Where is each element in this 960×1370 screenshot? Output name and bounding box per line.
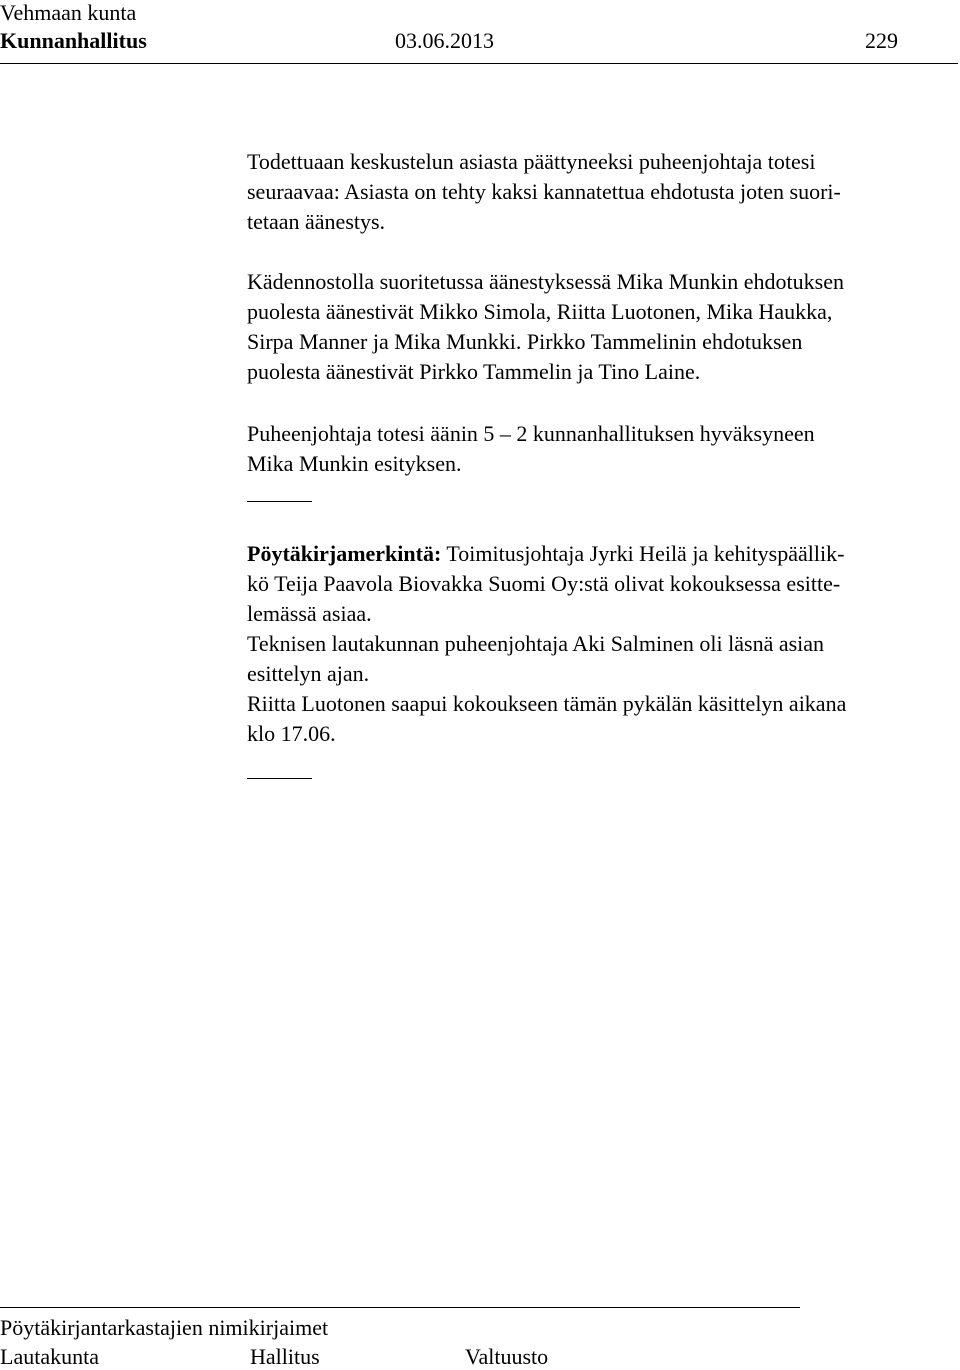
text-line: Todettuaan keskustelun asiasta päättyneeksi puheenjohtaja totesi — [247, 149, 816, 174]
text-line: klo 17.06. — [247, 721, 336, 746]
text-line: tetaan äänestys. — [247, 209, 386, 234]
text-line: kö Teija Paavola Biovakka Suomi Oy:stä olivat kokouksessa esitte- — [247, 571, 841, 596]
footer-hallitus: Hallitus — [250, 1344, 320, 1369]
footer-lautakunta: Lautakunta — [0, 1344, 99, 1369]
minutes-note — [247, 539, 959, 749]
text-line: esittelyn ajan. — [247, 661, 370, 686]
text-line: Teknisen lautakunnan puheenjohtaja Aki Salminen oli läsnä asian — [247, 631, 825, 656]
text-line: seuraavaa: Asiasta on tehty kaksi kannatettua ehdotusta joten suori- — [247, 179, 841, 204]
note-first-line — [247, 539, 959, 569]
text-line: lemässä asiaa. — [247, 601, 372, 626]
text-line: Kädennostolla suoritetussa äänestyksessä Mika Munkin ehdotuksen — [247, 269, 844, 294]
section-divider — [247, 778, 312, 779]
text-line: puolesta äänestivät Pirkko Tammelin ja Tino Laine. — [247, 359, 701, 384]
paragraph-result — [247, 419, 959, 479]
paragraph-vote — [247, 267, 959, 387]
body-name: Kunnanhallitus — [0, 28, 147, 53]
header-rule — [0, 63, 958, 64]
paragraph-conclusion — [247, 147, 959, 237]
text-line: puolesta äänestivät Mikko Simola, Riitta Luotonen, Mika Haukka, — [247, 299, 833, 324]
text-line: Mika Munkin esityksen. — [247, 451, 462, 476]
note-first-text: Toimitusjohtaja Jyrki Heilä ja kehityspäällik- — [441, 541, 845, 566]
text-line: Sirpa Manner ja Mika Munkki. Pirkko Tammelinin ehdotuksen — [247, 329, 803, 354]
meeting-date: 03.06.2013 — [395, 28, 494, 53]
page-number: 229 — [865, 28, 898, 53]
municipality-name: Vehmaan kunta — [0, 0, 137, 25]
note-label: Pöytäkirjamerkintä: — [247, 541, 442, 566]
text-line: Riitta Luotonen saapui kokoukseen tämän pykälän käsittelyn aikana — [247, 691, 847, 716]
text-line: Puheenjohtaja totesi äänin 5 – 2 kunnanhallituksen hyväksyneen — [247, 421, 815, 446]
footer-valtuusto: Valtuusto — [465, 1344, 549, 1369]
footer-title: Pöytäkirjantarkastajien nimikirjaimet — [0, 1315, 329, 1340]
footer-rule — [0, 1307, 800, 1308]
section-divider — [247, 501, 312, 502]
